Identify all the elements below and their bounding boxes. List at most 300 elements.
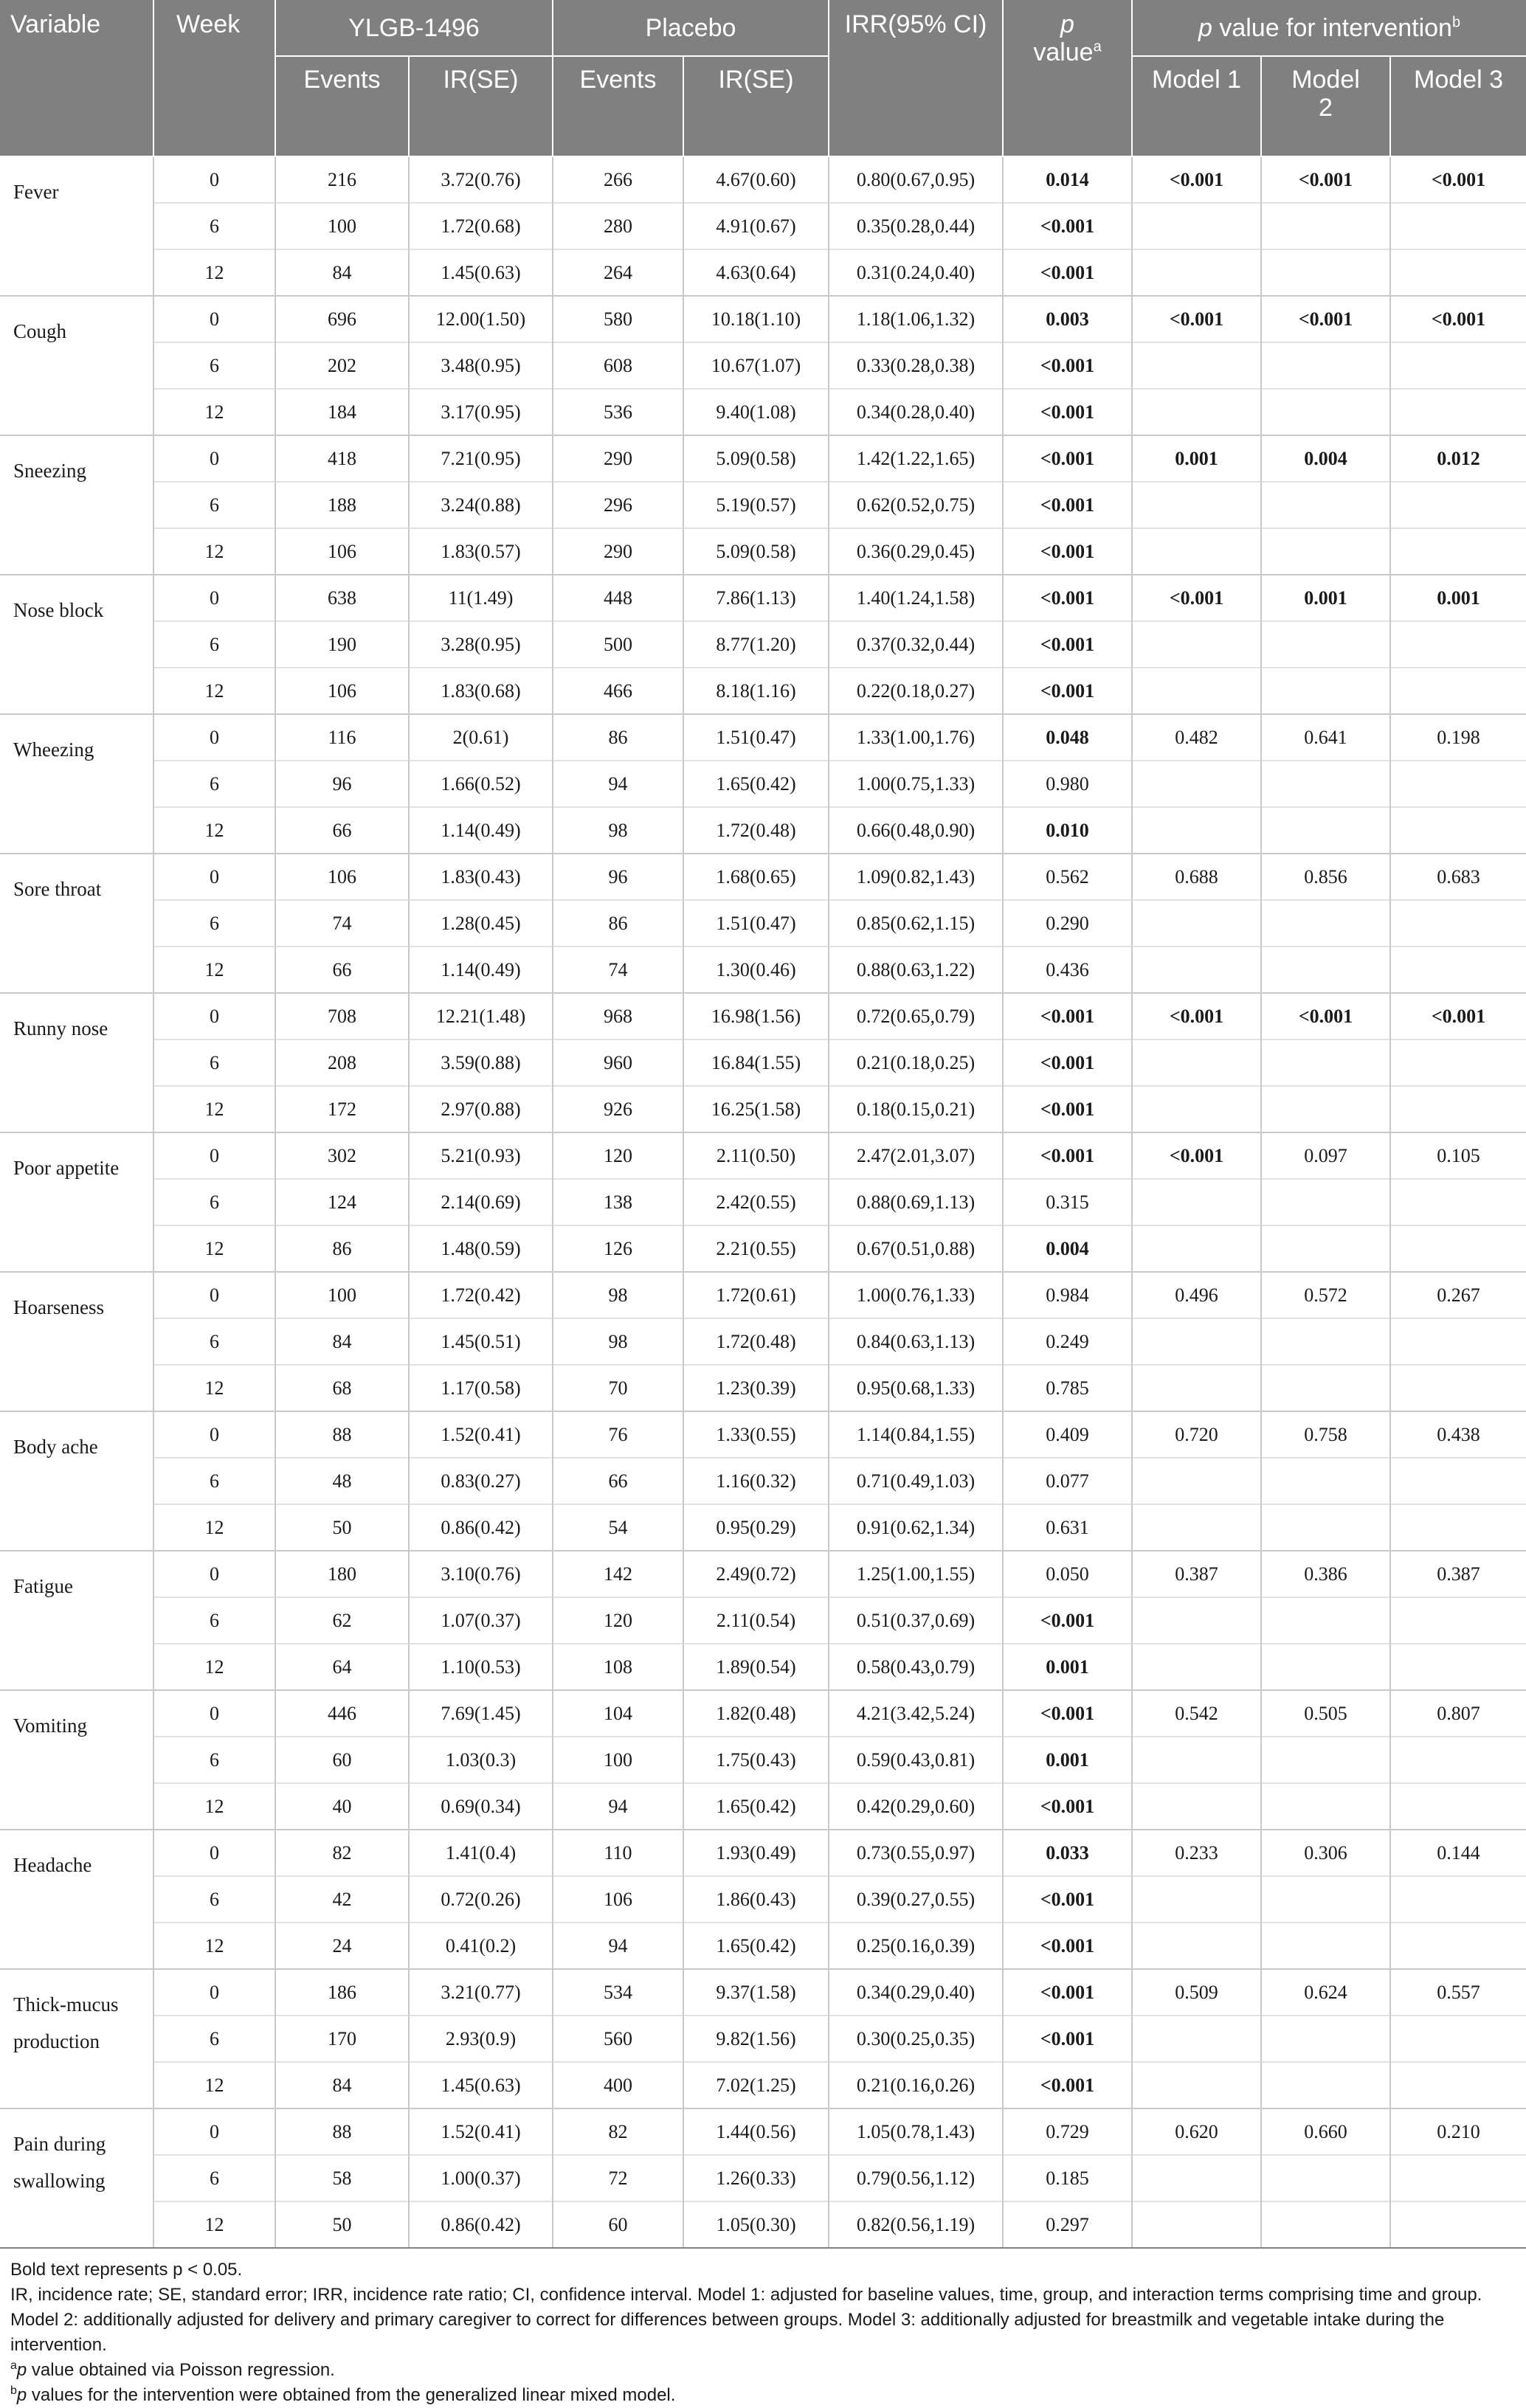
cell-ir-placebo: 5.19(0.57) bbox=[683, 482, 829, 528]
header-ir-placebo: IR(SE) bbox=[683, 56, 829, 156]
cell-irr: 0.80(0.67,0.95) bbox=[829, 156, 1003, 203]
cell-model-2 bbox=[1261, 1365, 1390, 1411]
cell-events-placebo: 108 bbox=[553, 1644, 683, 1690]
cell-model-2: 0.572 bbox=[1261, 1272, 1390, 1318]
cell-week: 12 bbox=[153, 1644, 275, 1690]
cell-ir-placebo: 1.16(0.32) bbox=[683, 1458, 829, 1504]
cell-ir-ylgb: 1.48(0.59) bbox=[409, 1225, 553, 1272]
cell-model-3 bbox=[1390, 528, 1526, 575]
cell-model-3: 0.105 bbox=[1390, 1132, 1526, 1179]
cell-irr: 0.67(0.51,0.88) bbox=[829, 1225, 1003, 1272]
cell-ir-placebo: 8.18(1.16) bbox=[683, 668, 829, 714]
header-model-1: Model 1 bbox=[1132, 56, 1261, 156]
cell-events-ylgb: 186 bbox=[275, 1969, 409, 2016]
cell-ir-placebo: 2.21(0.55) bbox=[683, 1225, 829, 1272]
cell-week: 0 bbox=[153, 1969, 275, 2016]
cell-p-value: 0.048 bbox=[1003, 714, 1132, 761]
cell-model-2: 0.758 bbox=[1261, 1411, 1390, 1458]
cell-irr: 0.34(0.29,0.40) bbox=[829, 1969, 1003, 2016]
cell-model-2 bbox=[1261, 1876, 1390, 1923]
cell-ir-placebo: 2.11(0.50) bbox=[683, 1132, 829, 1179]
cell-events-ylgb: 188 bbox=[275, 482, 409, 528]
table-row bbox=[0, 1783, 1526, 1830]
cell-model-1 bbox=[1132, 1458, 1261, 1504]
cell-events-placebo: 580 bbox=[553, 296, 683, 342]
cell-irr: 4.21(3.42,5.24) bbox=[829, 1690, 1003, 1737]
cell-model-1 bbox=[1132, 1318, 1261, 1365]
table-row bbox=[0, 854, 1526, 900]
cell-p-value: 0.003 bbox=[1003, 296, 1132, 342]
cell-p-value: 0.001 bbox=[1003, 1737, 1132, 1783]
cell-model-2: 0.306 bbox=[1261, 1830, 1390, 1876]
cell-events-ylgb: 696 bbox=[275, 296, 409, 342]
cell-events-placebo: 264 bbox=[553, 249, 683, 296]
table-row bbox=[0, 1365, 1526, 1411]
cell-ir-placebo: 9.40(1.08) bbox=[683, 389, 829, 435]
cell-p-value: <0.001 bbox=[1003, 2016, 1132, 2062]
table-row bbox=[0, 1830, 1526, 1876]
cell-model-1 bbox=[1132, 947, 1261, 993]
cell-week: 6 bbox=[153, 342, 275, 389]
header-ir-ylgb: IR(SE) bbox=[409, 56, 553, 156]
cell-events-ylgb: 40 bbox=[275, 1783, 409, 1830]
cell-model-2: 0.004 bbox=[1261, 435, 1390, 482]
cell-irr: 0.88(0.69,1.13) bbox=[829, 1179, 1003, 1225]
cell-irr: 1.14(0.84,1.55) bbox=[829, 1411, 1003, 1458]
cell-ir-placebo: 1.72(0.61) bbox=[683, 1272, 829, 1318]
cell-irr: 0.36(0.29,0.45) bbox=[829, 528, 1003, 575]
cell-irr: 1.00(0.76,1.33) bbox=[829, 1272, 1003, 1318]
cell-irr: 0.42(0.29,0.60) bbox=[829, 1783, 1003, 1830]
cell-ir-placebo: 1.23(0.39) bbox=[683, 1365, 829, 1411]
footnote-a: $^a$p value obtained via Poisson regression. bbox=[10, 2359, 335, 2380]
cell-events-placebo: 86 bbox=[553, 900, 683, 947]
table-row bbox=[0, 1737, 1526, 1783]
cell-model-2 bbox=[1261, 1039, 1390, 1086]
cell-model-3: 0.012 bbox=[1390, 435, 1526, 482]
cell-irr: 0.33(0.28,0.38) bbox=[829, 342, 1003, 389]
cell-irr: 0.84(0.63,1.13) bbox=[829, 1318, 1003, 1365]
table-row bbox=[0, 2108, 1526, 2155]
cell-events-ylgb: 82 bbox=[275, 1830, 409, 1876]
cell-ir-ylgb: 3.17(0.95) bbox=[409, 389, 553, 435]
cell-model-1 bbox=[1132, 1039, 1261, 1086]
cell-ir-ylgb: 5.21(0.93) bbox=[409, 1132, 553, 1179]
cell-ir-placebo: 1.72(0.48) bbox=[683, 1318, 829, 1365]
cell-ir-ylgb: 1.52(0.41) bbox=[409, 1411, 553, 1458]
cell-model-3: 0.387 bbox=[1390, 1551, 1526, 1597]
cell-events-ylgb: 208 bbox=[275, 1039, 409, 1086]
cell-events-placebo: 98 bbox=[553, 1318, 683, 1365]
cell-week: 0 bbox=[153, 1132, 275, 1179]
cell-model-1 bbox=[1132, 668, 1261, 714]
cell-events-ylgb: 64 bbox=[275, 1644, 409, 1690]
cell-events-ylgb: 170 bbox=[275, 2016, 409, 2062]
table-row bbox=[0, 1644, 1526, 1690]
cell-ir-ylgb: 2(0.61) bbox=[409, 714, 553, 761]
cell-p-value: 0.001 bbox=[1003, 1644, 1132, 1690]
cell-events-ylgb: 60 bbox=[275, 1737, 409, 1783]
cell-events-ylgb: 446 bbox=[275, 1690, 409, 1737]
cell-model-2: 0.386 bbox=[1261, 1551, 1390, 1597]
table-row bbox=[0, 900, 1526, 947]
cell-p-value: <0.001 bbox=[1003, 1783, 1132, 1830]
cell-model-3: <0.001 bbox=[1390, 296, 1526, 342]
cell-model-2 bbox=[1261, 389, 1390, 435]
table-row bbox=[0, 621, 1526, 668]
cell-model-3 bbox=[1390, 1365, 1526, 1411]
cell-p-value: 0.631 bbox=[1003, 1504, 1132, 1551]
cell-irr: 0.79(0.56,1.12) bbox=[829, 2155, 1003, 2201]
cell-p-value: <0.001 bbox=[1003, 668, 1132, 714]
cell-events-placebo: 104 bbox=[553, 1690, 683, 1737]
cell-irr: 1.33(1.00,1.76) bbox=[829, 714, 1003, 761]
cell-model-1 bbox=[1132, 342, 1261, 389]
cell-model-1: 0.233 bbox=[1132, 1830, 1261, 1876]
cell-week: 6 bbox=[153, 2155, 275, 2201]
cell-events-ylgb: 116 bbox=[275, 714, 409, 761]
table-row bbox=[0, 1551, 1526, 1597]
cell-ir-placebo: 1.89(0.54) bbox=[683, 1644, 829, 1690]
cell-ir-ylgb: 0.69(0.34) bbox=[409, 1783, 553, 1830]
cell-week: 0 bbox=[153, 156, 275, 203]
cell-model-3 bbox=[1390, 482, 1526, 528]
cell-model-3: 0.267 bbox=[1390, 1272, 1526, 1318]
cell-model-3 bbox=[1390, 1179, 1526, 1225]
table-row bbox=[0, 1690, 1526, 1737]
cell-ir-ylgb: 1.52(0.41) bbox=[409, 2108, 553, 2155]
cell-ir-ylgb: 2.93(0.9) bbox=[409, 2016, 553, 2062]
table-row bbox=[0, 1272, 1526, 1318]
cell-ir-ylgb: 11(1.49) bbox=[409, 575, 553, 621]
cell-irr: 0.66(0.48,0.90) bbox=[829, 807, 1003, 854]
cell-model-3 bbox=[1390, 1225, 1526, 1272]
cell-model-1 bbox=[1132, 1086, 1261, 1132]
cell-events-ylgb: 48 bbox=[275, 1458, 409, 1504]
cell-ir-ylgb: 1.83(0.57) bbox=[409, 528, 553, 575]
cell-ir-placebo: 1.26(0.33) bbox=[683, 2155, 829, 2201]
table-row bbox=[0, 1969, 1526, 2016]
cell-ir-ylgb: 1.14(0.49) bbox=[409, 807, 553, 854]
cell-ir-ylgb: 1.45(0.63) bbox=[409, 2062, 553, 2108]
cell-week: 12 bbox=[153, 1783, 275, 1830]
table-row bbox=[0, 2201, 1526, 2248]
cell-model-3: 0.557 bbox=[1390, 1969, 1526, 2016]
cell-model-2 bbox=[1261, 482, 1390, 528]
cell-events-placebo: 120 bbox=[553, 1132, 683, 1179]
cell-irr: 0.73(0.55,0.97) bbox=[829, 1830, 1003, 1876]
cell-p-value: 0.785 bbox=[1003, 1365, 1132, 1411]
cell-p-value: <0.001 bbox=[1003, 435, 1132, 482]
cell-events-ylgb: 96 bbox=[275, 761, 409, 807]
header-group-placebo: Placebo bbox=[553, 0, 829, 56]
cell-events-ylgb: 88 bbox=[275, 1411, 409, 1458]
cell-events-ylgb: 50 bbox=[275, 1504, 409, 1551]
cell-p-value: <0.001 bbox=[1003, 203, 1132, 249]
cell-week: 12 bbox=[153, 1504, 275, 1551]
cell-variable: Body ache bbox=[0, 1411, 153, 1551]
table-row bbox=[0, 1132, 1526, 1179]
cell-p-value: <0.001 bbox=[1003, 482, 1132, 528]
cell-week: 12 bbox=[153, 528, 275, 575]
cell-ir-placebo: 1.82(0.48) bbox=[683, 1690, 829, 1737]
cell-events-placebo: 94 bbox=[553, 761, 683, 807]
table-row bbox=[0, 761, 1526, 807]
cell-events-placebo: 100 bbox=[553, 1737, 683, 1783]
cell-ir-ylgb: 1.00(0.37) bbox=[409, 2155, 553, 2201]
cell-irr: 2.47(2.01,3.07) bbox=[829, 1132, 1003, 1179]
cell-ir-placebo: 2.49(0.72) bbox=[683, 1551, 829, 1597]
cell-p-value: <0.001 bbox=[1003, 1876, 1132, 1923]
cell-model-2: <0.001 bbox=[1261, 156, 1390, 203]
cell-model-1 bbox=[1132, 900, 1261, 947]
cell-events-ylgb: 74 bbox=[275, 900, 409, 947]
cell-model-2 bbox=[1261, 668, 1390, 714]
header-week: Week bbox=[153, 0, 275, 156]
cell-model-1 bbox=[1132, 249, 1261, 296]
cell-model-3 bbox=[1390, 2201, 1526, 2248]
cell-events-ylgb: 24 bbox=[275, 1923, 409, 1969]
cell-irr: 1.00(0.75,1.33) bbox=[829, 761, 1003, 807]
cell-ir-placebo: 16.98(1.56) bbox=[683, 993, 829, 1039]
cell-events-ylgb: 66 bbox=[275, 947, 409, 993]
cell-model-1 bbox=[1132, 1597, 1261, 1644]
cell-ir-ylgb: 2.97(0.88) bbox=[409, 1086, 553, 1132]
cell-events-ylgb: 88 bbox=[275, 2108, 409, 2155]
cell-week: 12 bbox=[153, 668, 275, 714]
table-row bbox=[0, 435, 1526, 482]
cell-model-3 bbox=[1390, 389, 1526, 435]
cell-model-3: 0.683 bbox=[1390, 854, 1526, 900]
cell-events-ylgb: 124 bbox=[275, 1179, 409, 1225]
cell-model-1: 0.496 bbox=[1132, 1272, 1261, 1318]
cell-week: 0 bbox=[153, 1411, 275, 1458]
cell-ir-ylgb: 3.48(0.95) bbox=[409, 342, 553, 389]
table-row bbox=[0, 947, 1526, 993]
cell-week: 0 bbox=[153, 1272, 275, 1318]
cell-model-2 bbox=[1261, 761, 1390, 807]
cell-p-value: <0.001 bbox=[1003, 528, 1132, 575]
cell-model-3 bbox=[1390, 1039, 1526, 1086]
cell-model-2 bbox=[1261, 807, 1390, 854]
table-row bbox=[0, 389, 1526, 435]
cell-events-ylgb: 302 bbox=[275, 1132, 409, 1179]
cell-variable: Poor appetite bbox=[0, 1132, 153, 1272]
cell-events-placebo: 66 bbox=[553, 1458, 683, 1504]
cell-model-2 bbox=[1261, 1086, 1390, 1132]
cell-ir-ylgb: 0.72(0.26) bbox=[409, 1876, 553, 1923]
cell-model-2: <0.001 bbox=[1261, 993, 1390, 1039]
cell-p-value: 0.290 bbox=[1003, 900, 1132, 947]
cell-ir-ylgb: 1.45(0.63) bbox=[409, 249, 553, 296]
cell-model-2 bbox=[1261, 249, 1390, 296]
cell-ir-ylgb: 7.21(0.95) bbox=[409, 435, 553, 482]
cell-p-value: <0.001 bbox=[1003, 575, 1132, 621]
cell-ir-ylgb: 1.66(0.52) bbox=[409, 761, 553, 807]
cell-irr: 1.05(0.78,1.43) bbox=[829, 2108, 1003, 2155]
cell-irr: 1.09(0.82,1.43) bbox=[829, 854, 1003, 900]
cell-ir-ylgb: 3.21(0.77) bbox=[409, 1969, 553, 2016]
cell-week: 12 bbox=[153, 389, 275, 435]
cell-week: 12 bbox=[153, 2062, 275, 2108]
cell-events-placebo: 608 bbox=[553, 342, 683, 389]
header-p-value: p value$^a$ bbox=[1003, 0, 1132, 156]
cell-events-placebo: 266 bbox=[553, 156, 683, 203]
cell-model-3 bbox=[1390, 1597, 1526, 1644]
cell-p-value: <0.001 bbox=[1003, 1690, 1132, 1737]
cell-model-1 bbox=[1132, 482, 1261, 528]
header-irr: IRR(95% CI) bbox=[829, 0, 1003, 156]
cell-week: 6 bbox=[153, 1597, 275, 1644]
cell-week: 6 bbox=[153, 203, 275, 249]
cell-events-ylgb: 62 bbox=[275, 1597, 409, 1644]
cell-model-3 bbox=[1390, 761, 1526, 807]
cell-irr: 1.25(1.00,1.55) bbox=[829, 1551, 1003, 1597]
cell-model-1 bbox=[1132, 2155, 1261, 2201]
cell-irr: 0.22(0.18,0.27) bbox=[829, 668, 1003, 714]
cell-ir-ylgb: 1.10(0.53) bbox=[409, 1644, 553, 1690]
header-group-ylgb: YLGB-1496 bbox=[275, 0, 553, 56]
cell-ir-placebo: 5.09(0.58) bbox=[683, 528, 829, 575]
cell-model-2 bbox=[1261, 2155, 1390, 2201]
cell-ir-ylgb: 1.41(0.4) bbox=[409, 1830, 553, 1876]
cell-ir-ylgb: 12.21(1.48) bbox=[409, 993, 553, 1039]
cell-ir-placebo: 8.77(1.20) bbox=[683, 621, 829, 668]
table-row bbox=[0, 1458, 1526, 1504]
cell-model-3: <0.001 bbox=[1390, 993, 1526, 1039]
cell-model-3 bbox=[1390, 2016, 1526, 2062]
cell-model-2 bbox=[1261, 342, 1390, 389]
cell-events-placebo: 926 bbox=[553, 1086, 683, 1132]
cell-events-placebo: 106 bbox=[553, 1876, 683, 1923]
cell-p-value: 0.409 bbox=[1003, 1411, 1132, 1458]
cell-events-ylgb: 84 bbox=[275, 1318, 409, 1365]
cell-model-1: 0.542 bbox=[1132, 1690, 1261, 1737]
cell-model-1: <0.001 bbox=[1132, 1132, 1261, 1179]
cell-variable: Hoarseness bbox=[0, 1272, 153, 1411]
cell-week: 0 bbox=[153, 1830, 275, 1876]
cell-events-ylgb: 86 bbox=[275, 1225, 409, 1272]
cell-p-value: 0.249 bbox=[1003, 1318, 1132, 1365]
cell-model-1: <0.001 bbox=[1132, 575, 1261, 621]
cell-week: 6 bbox=[153, 1179, 275, 1225]
cell-model-2: <0.001 bbox=[1261, 296, 1390, 342]
footnote-b: $^b$p values for the intervention were obtained from the generalized linear mixed model. bbox=[10, 2384, 676, 2405]
cell-events-placebo: 86 bbox=[553, 714, 683, 761]
cell-model-2 bbox=[1261, 947, 1390, 993]
cell-events-placebo: 536 bbox=[553, 389, 683, 435]
cell-p-value: 0.315 bbox=[1003, 1179, 1132, 1225]
cell-model-3: 0.198 bbox=[1390, 714, 1526, 761]
cell-irr: 0.37(0.32,0.44) bbox=[829, 621, 1003, 668]
cell-p-value: <0.001 bbox=[1003, 1923, 1132, 1969]
cell-model-1 bbox=[1132, 2062, 1261, 2108]
table-row bbox=[0, 296, 1526, 342]
cell-week: 6 bbox=[153, 1039, 275, 1086]
cell-events-ylgb: 100 bbox=[275, 203, 409, 249]
cell-events-ylgb: 638 bbox=[275, 575, 409, 621]
cell-model-1 bbox=[1132, 1876, 1261, 1923]
cell-events-placebo: 110 bbox=[553, 1830, 683, 1876]
cell-events-placebo: 94 bbox=[553, 1923, 683, 1969]
cell-variable: Runny nose bbox=[0, 993, 153, 1132]
cell-events-placebo: 296 bbox=[553, 482, 683, 528]
cell-model-1 bbox=[1132, 528, 1261, 575]
cell-model-3 bbox=[1390, 1737, 1526, 1783]
cell-model-2 bbox=[1261, 1318, 1390, 1365]
cell-model-1: 0.688 bbox=[1132, 854, 1261, 900]
cell-model-2 bbox=[1261, 1504, 1390, 1551]
header-variable: Variable bbox=[0, 0, 153, 156]
table-row bbox=[0, 1179, 1526, 1225]
cell-model-1: 0.387 bbox=[1132, 1551, 1261, 1597]
cell-model-2: 0.641 bbox=[1261, 714, 1390, 761]
cell-model-2 bbox=[1261, 1923, 1390, 1969]
cell-ir-ylgb: 1.07(0.37) bbox=[409, 1597, 553, 1644]
cell-p-value: <0.001 bbox=[1003, 389, 1132, 435]
table-row bbox=[0, 1411, 1526, 1458]
cell-events-placebo: 72 bbox=[553, 2155, 683, 2201]
cell-ir-ylgb: 0.83(0.27) bbox=[409, 1458, 553, 1504]
cell-model-1 bbox=[1132, 1737, 1261, 1783]
cell-ir-ylgb: 1.83(0.43) bbox=[409, 854, 553, 900]
cell-ir-ylgb: 3.59(0.88) bbox=[409, 1039, 553, 1086]
cell-events-placebo: 534 bbox=[553, 1969, 683, 2016]
cell-events-ylgb: 106 bbox=[275, 528, 409, 575]
cell-p-value: <0.001 bbox=[1003, 2062, 1132, 2108]
cell-events-placebo: 400 bbox=[553, 2062, 683, 2108]
cell-events-ylgb: 202 bbox=[275, 342, 409, 389]
table-row bbox=[0, 482, 1526, 528]
cell-p-value: <0.001 bbox=[1003, 993, 1132, 1039]
cell-ir-ylgb: 0.86(0.42) bbox=[409, 2201, 553, 2248]
table-row bbox=[0, 1225, 1526, 1272]
cell-ir-placebo: 1.05(0.30) bbox=[683, 2201, 829, 2248]
cell-model-2 bbox=[1261, 203, 1390, 249]
cell-model-1: <0.001 bbox=[1132, 993, 1261, 1039]
cell-model-1 bbox=[1132, 1225, 1261, 1272]
cell-ir-placebo: 9.82(1.56) bbox=[683, 2016, 829, 2062]
cell-ir-placebo: 10.18(1.10) bbox=[683, 296, 829, 342]
cell-week: 0 bbox=[153, 714, 275, 761]
table-row bbox=[0, 156, 1526, 203]
cell-model-3: <0.001 bbox=[1431, 168, 1486, 190]
cell-events-ylgb: 58 bbox=[275, 2155, 409, 2201]
cell-ir-placebo: 4.91(0.67) bbox=[683, 203, 829, 249]
cell-ir-ylgb: 3.24(0.88) bbox=[409, 482, 553, 528]
cell-model-1: 0.720 bbox=[1132, 1411, 1261, 1458]
cell-events-placebo: 74 bbox=[553, 947, 683, 993]
cell-irr: 0.85(0.62,1.15) bbox=[829, 900, 1003, 947]
cell-model-3 bbox=[1390, 1504, 1526, 1551]
cell-irr: 0.31(0.24,0.40) bbox=[829, 249, 1003, 296]
cell-events-ylgb: 50 bbox=[275, 2201, 409, 2248]
table-row bbox=[0, 1597, 1526, 1644]
cell-ir-ylgb: 3.28(0.95) bbox=[409, 621, 553, 668]
cell-events-placebo: 70 bbox=[553, 1365, 683, 1411]
cell-events-ylgb: 708 bbox=[275, 993, 409, 1039]
cell-week: 6 bbox=[153, 1458, 275, 1504]
cell-irr: 0.71(0.49,1.03) bbox=[829, 1458, 1003, 1504]
cell-ir-placebo: 1.44(0.56) bbox=[683, 2108, 829, 2155]
cell-ir-placebo: 7.02(1.25) bbox=[683, 2062, 829, 2108]
cell-model-3 bbox=[1390, 807, 1526, 854]
cell-p-value: <0.001 bbox=[1003, 1597, 1132, 1644]
cell-week: 12 bbox=[153, 807, 275, 854]
cell-events-placebo: 290 bbox=[553, 528, 683, 575]
cell-ir-ylgb: 1.14(0.49) bbox=[409, 947, 553, 993]
cell-model-2 bbox=[1261, 2062, 1390, 2108]
